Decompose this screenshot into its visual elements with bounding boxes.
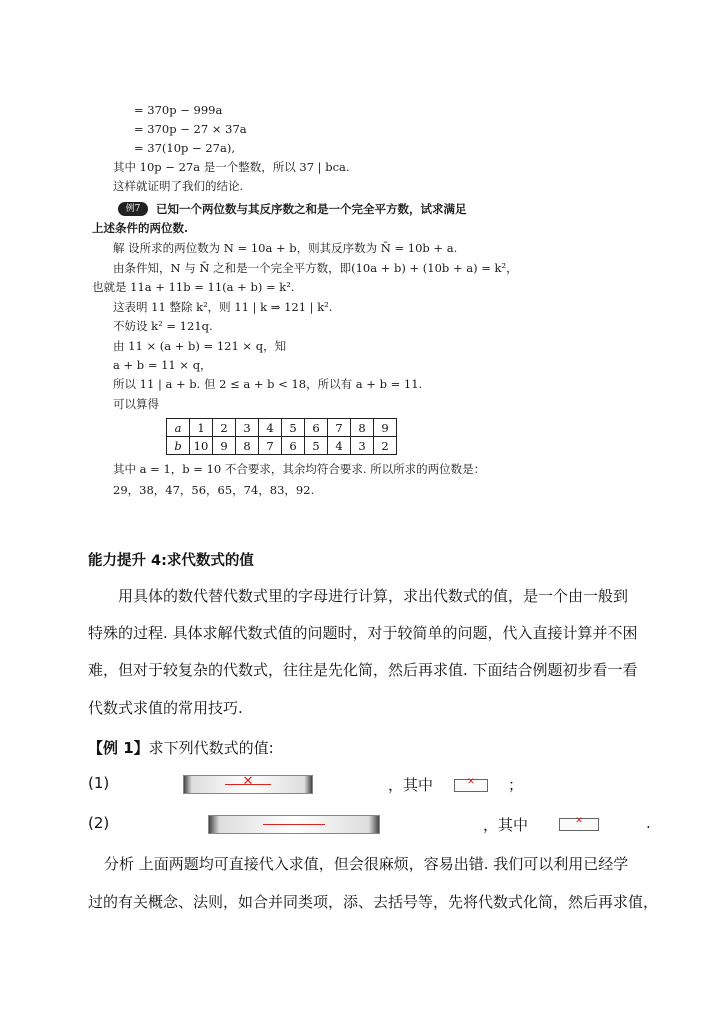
table-cell: 6 [305, 419, 328, 437]
table-cell: 5 [282, 419, 305, 437]
scan-line: = 370p − 999a [134, 103, 223, 117]
solution-line: 由 11 × (a + b) = 121 × q，知 [113, 339, 287, 353]
example-badge: 例7 [118, 202, 148, 216]
scan-line: = 370p − 27 × 37a [134, 122, 247, 136]
table-cell: a [167, 419, 190, 437]
solution-line: 这表明 11 整除 k²，则 11 | k ⇒ 121 | k². [113, 300, 333, 314]
item-end: . [646, 814, 651, 832]
table-cell: 3 [351, 437, 374, 455]
table-row [167, 437, 397, 455]
item-where: ，其中 [388, 776, 434, 794]
example-heading [88, 737, 274, 758]
formula-image-placeholder [208, 815, 380, 834]
table-cell: 3 [236, 419, 259, 437]
item-where: ，其中 [483, 816, 529, 834]
example-question: 已知一个两位数与其反序数之和是一个完全平方数，试求满足 [156, 202, 467, 216]
table-cell: 2 [213, 419, 236, 437]
analysis-line: 分析 上面两题均可直接代入求值，但会很麻烦，容易出错. 我们可以利用已经学 [104, 855, 629, 873]
item-number: (1) [88, 774, 110, 792]
scan-line: = 37(10p − 27a), [134, 141, 235, 155]
table-cell: 5 [305, 437, 328, 455]
condition-image-placeholder [454, 779, 488, 792]
solution-line: 解 设所求的两位数为 N = 10a + b，则其反序数为 N̄ = 10b + a. [113, 241, 458, 255]
solution-line: 其中 a = 1，b = 10 不合要求，其余均符合要求. 所以所求的两位数是： [113, 462, 486, 476]
paragraph-line: 代数式求值的常用技巧. [88, 699, 243, 717]
table-cell: 9 [374, 419, 397, 437]
condition-image-placeholder [559, 818, 599, 831]
table-cell: 7 [328, 419, 351, 437]
table-cell: 1 [190, 419, 213, 437]
section-heading: 能力提升 4:求代数式的值 [88, 553, 254, 569]
table-cell: 4 [259, 419, 282, 437]
example-label: 【例 1】 [88, 739, 149, 757]
scan-line: 这样就证明了我们的结论. [113, 179, 244, 193]
scan-line: 其中 10p − 27a 是一个整数，所以 37 | bca. [113, 160, 350, 174]
formula-image-placeholder [183, 775, 313, 794]
table-row [167, 419, 397, 437]
item-number: (2) [88, 814, 110, 832]
table-cell: 8 [236, 437, 259, 455]
paragraph-line: 用具体的数代替代数式里的字母进行计算，求出代数式的值，是一个由一般到 [118, 587, 629, 605]
example-text: 求下列代数式的值: [148, 739, 274, 757]
solution-line: 所以 11 | a + b. 但 2 ≤ a + b < 18，所以有 a + b = 11. [113, 377, 423, 391]
table-cell: 2 [374, 437, 397, 455]
solution-line: 29，38，47，56，65，74，83，92. [113, 483, 315, 497]
solution-line: 可以算得 [113, 397, 159, 411]
example-question: 上述条件的两位数. [92, 221, 189, 235]
table-cell: 9 [213, 437, 236, 455]
item-end: ； [508, 776, 524, 794]
values-table [166, 418, 397, 455]
paragraph-line: 特殊的过程. 具体求解代数式值的问题时，对于较简单的问题，代入直接计算并不困 [88, 624, 638, 642]
solution-line: 由条件知，N 与 N̄ 之和是一个完全平方数，即(10a + b) + (10b + a) = k²， [113, 261, 518, 275]
table-cell: 6 [282, 437, 305, 455]
table-cell: 10 [190, 437, 213, 455]
solution-line: 也就是 11a + 11b = 11(a + b) = k². [92, 280, 295, 294]
table-cell: 8 [351, 419, 374, 437]
analysis-line: 过的有关概念、法则，如合并同类项，添、去括号等，先将代数式化简，然后再求值， [88, 893, 659, 911]
solution-line: a + b = 11 × q， [113, 358, 212, 372]
table-cell: 7 [259, 437, 282, 455]
table-cell: 4 [328, 437, 351, 455]
table-cell: b [167, 437, 190, 455]
solution-line: 不妨设 k² = 121q. [113, 319, 213, 333]
paragraph-line: 难，但对于较复杂的代数式，往往是先化简，然后再求值. 下面结合例题初步看一看 [88, 661, 638, 679]
